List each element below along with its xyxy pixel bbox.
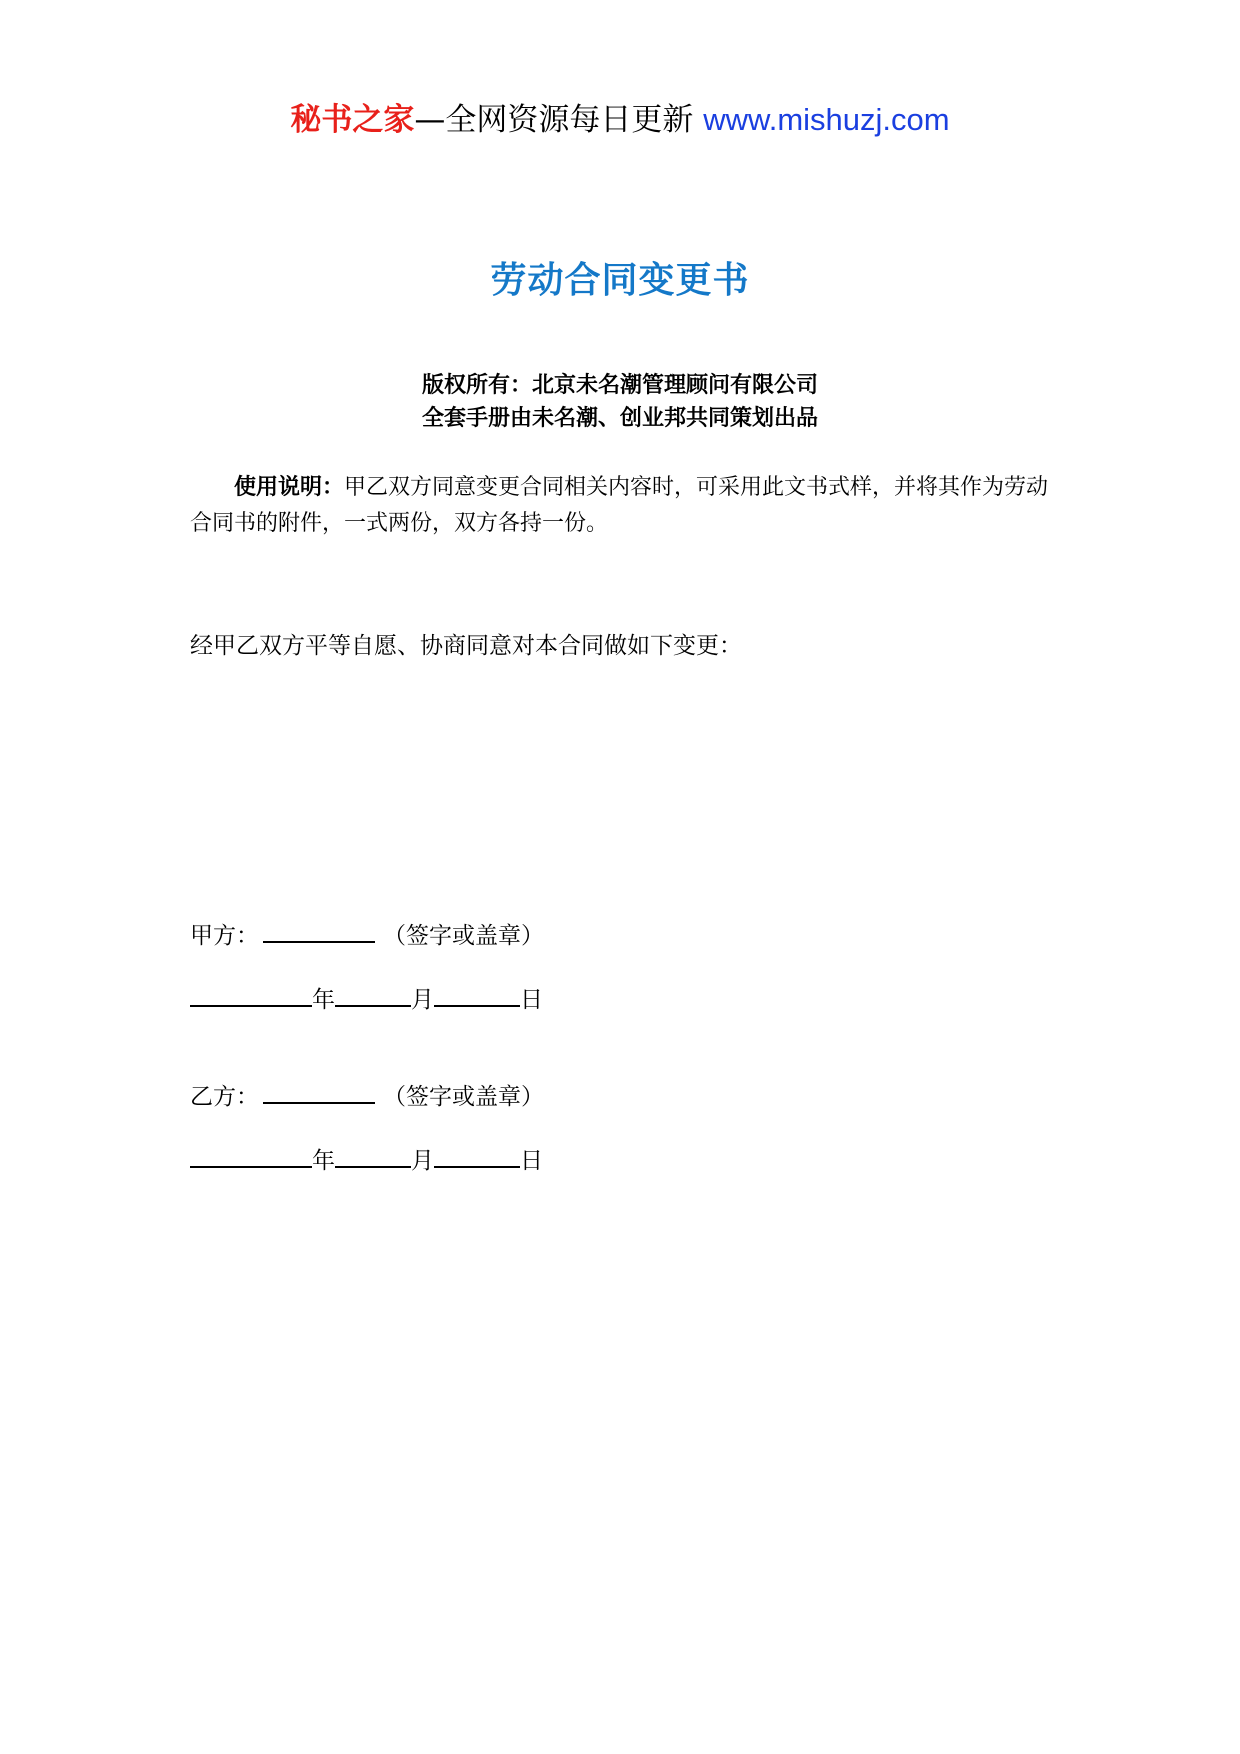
party-a-signature-row — [190, 919, 544, 952]
site-banner — [0, 100, 1240, 140]
party-b-date-row — [190, 1144, 543, 1177]
party-b-year-label: 年 — [312, 1148, 335, 1174]
party-a-day-blank[interactable] — [434, 983, 520, 1007]
copyright-line-1: 版权所有：北京未名潮管理顾问有限公司 — [421, 373, 818, 398]
party-a-day-label: 日 — [520, 987, 543, 1013]
banner-brand: 秘书之家 — [290, 102, 415, 138]
party-b-month-blank[interactable] — [335, 1144, 411, 1168]
party-b-year-blank[interactable] — [190, 1144, 312, 1168]
party-b-month-label: 月 — [411, 1148, 434, 1174]
usage-text: 甲乙双方同意变更合同相关内容时，可采用此文书式样，并将其作为劳动合同书的附件，一式两份，双方各持一份。 — [190, 475, 1049, 536]
document-title: 劳动合同变更书 — [490, 260, 750, 301]
party-b-day-blank[interactable] — [434, 1144, 520, 1168]
copyright-line-2: 全套手册由未名潮、创业邦共同策划出品 — [421, 406, 818, 431]
usage-label: 使用说明： — [234, 475, 345, 500]
party-a-date-row — [190, 983, 543, 1016]
party-a-year-label: 年 — [312, 987, 335, 1013]
party-b-label: 乙方： — [190, 1084, 259, 1110]
usage-note — [190, 470, 1060, 542]
party-a-month-label: 月 — [411, 987, 434, 1013]
party-a-label: 甲方： — [190, 923, 259, 949]
party-b-day-label: 日 — [520, 1148, 543, 1174]
party-b-sign-note: （签字或盖章） — [383, 1084, 544, 1110]
party-a-year-blank[interactable] — [190, 983, 312, 1007]
banner-url-link[interactable]: www.mishuzj.com — [703, 102, 950, 137]
party-b-signature-row — [190, 1080, 544, 1113]
party-b-signature-blank[interactable] — [263, 1080, 375, 1104]
party-a-sign-note: （签字或盖章） — [383, 923, 544, 949]
party-a-signature-blank[interactable] — [263, 919, 375, 943]
party-a-month-blank[interactable] — [335, 983, 411, 1007]
intro-paragraph: 经甲乙双方平等自愿、协商同意对本合同做如下变更： — [190, 633, 742, 659]
banner-slogan: —全网资源每日更新 — [414, 102, 704, 138]
